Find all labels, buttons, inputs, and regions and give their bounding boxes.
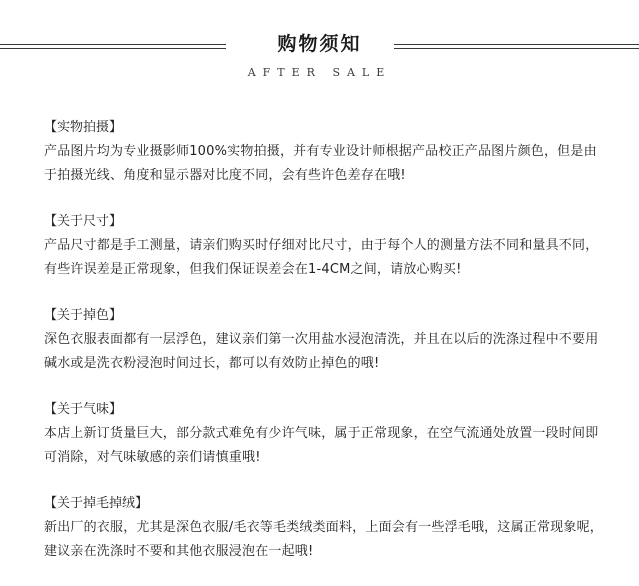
- section-odor: [44, 398, 604, 470]
- section-body: 新出厂的衣服，尤其是深色衣服/毛衣等毛类绒类面料，上面会有一些浮毛哦，这属正常现象呢，建议亲在洗涤时不要和其他衣服浸泡在一起哦!: [44, 520, 603, 559]
- section-photography: [44, 116, 604, 188]
- section-shedding: [44, 492, 604, 564]
- section-heading: 【关于气味】: [44, 402, 123, 417]
- page-title: 购物须知: [277, 33, 362, 55]
- section-body: 深色衣服表面都有一层浮色，建议亲们第一次用盐水浸泡清洗，并且在以后的洗涤过程中不要用碱水或是洗衣粉浸泡时间过长，都可以有效防止掉色的哦!: [44, 332, 599, 371]
- section-heading: 【关于掉色】: [44, 308, 123, 323]
- page-subtitle: AFTER SALE: [247, 66, 392, 79]
- section-size: [44, 210, 604, 282]
- section-color-fading: [44, 304, 604, 376]
- section-heading: 【关于掉毛掉绒】: [44, 496, 149, 511]
- section-body: 产品尺寸都是手工测量，请亲们购买时仔细对比尺寸，由于每个人的测量方法不同和量具不同，有些许误差是正常现象，但我们保证误差会在1-4CM之间，请放心购买!: [44, 238, 599, 277]
- notice-sections: [44, 116, 604, 586]
- section-body: 本店上新订货量巨大，部分款式难免有少许气味，属于正常现象，在空气流通处放置一段时间即可消除，对气味敏感的亲们请慎重哦!: [44, 426, 599, 465]
- section-body: 产品图片均为专业摄影师100%实物拍摄，并有专业设计师根据产品校正产品图片颜色，但是由于拍摄光线、角度和显示器对比度不同，会有些许色差存在哦!: [44, 144, 597, 183]
- section-heading: 【实物拍摄】: [44, 120, 123, 135]
- section-heading: 【关于尺寸】: [44, 214, 123, 229]
- page-header: [0, 0, 639, 100]
